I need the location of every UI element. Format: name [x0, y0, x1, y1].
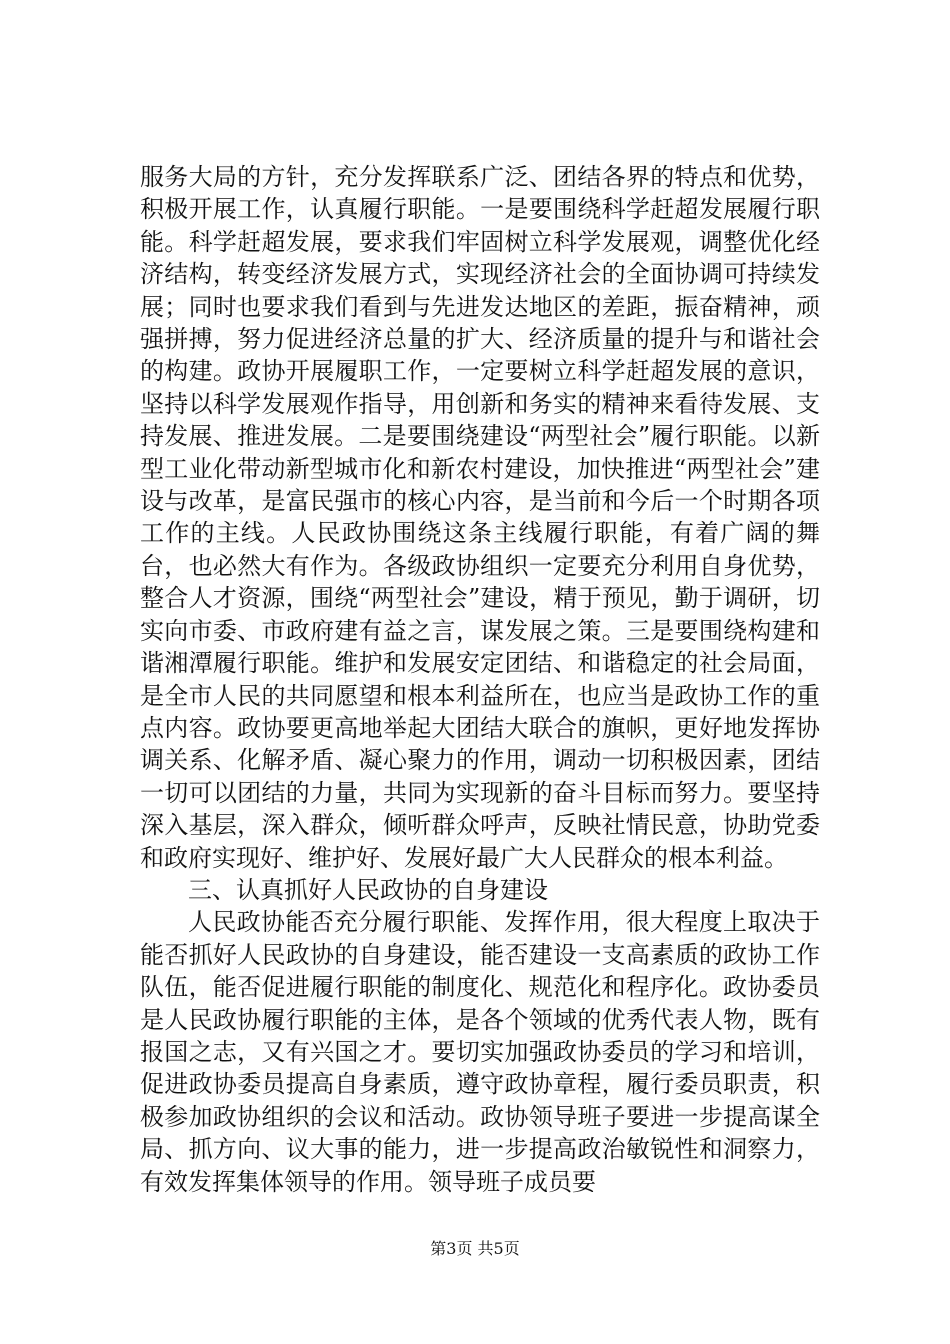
document-body	[140, 161, 820, 1198]
page-footer: 第3页 共5页	[430, 1239, 520, 1258]
paragraph-self-building: 人民政协能否充分履行职能、发挥作用，很大程度上取决于能否抓好人民政协的自身建设，能否建设一支高素质的政协工作队伍，能否促进履行职能的制度化、规范化和程序化。政协委员是人民政协履行职能的主体，是各个领域的优秀代表人物，既有报国之志，又有兴国之才。要切实加强政协委员的学习和培训，促进政协委员提高自身素质，遵守政协章程，履行委员职责，积极参加政协组织的会议和活动。政协领导班子要进一步提高谋全局、抓方向、议大事的能力，进一步提高政治敏锐性和洞察力，有效发挥集体领导的作用。领导班子成员要	[140, 908, 820, 1196]
paragraph-continuation: 服务大局的方针，充分发挥联系广泛、团结各界的特点和优势，积极开展工作，认真履行职能。一是要围绕科学赶超发展履行职能。科学赶超发展，要求我们牢固树立科学发展观，调整优化经济结构，转变经济发展方式，实现经济社会的全面协调可持续发展；同时也要求我们看到与先进发达地区的差距，振奋精神，顽强拼搏，努力促进经济总量的扩大、经济质量的提升与和谐社会的构建。政协开展履职工作，一定要树立科学赶超发展的意识，坚持以科学发展观作指导，用创新和务实的精神来看待发展、支持发展、推进发展。二是要围绕建设“两型社会”履行职能。以新型工业化带动新型城市化和新农村建设，加快推进“两型社会”建设与改革，是富民强市的核心内容，是当前和今后一个时期各项工作的主线。人民政协围绕这条主线履行职能，有着广阔的舞台，也必然大有作为。各级政协组织一定要充分利用自身优势，整合人才资源，围绕“两型社会”建设，精于预见，勤于调研，切实向市委、市政府建有益之言，谋发展之策。三是要围绕构建和谐湘潭履行职能。维护和发展安定团结、和谐稳定的社会局面，是全市人民的共同愿望和根本利益所在，也应当是政协工作的重点内容。政协要更高地举起大团结大联合的旗帜，更好地发挥协调关系、化解矛盾、凝心聚力的作用，调动一切积极因素，团结一切可以团结的力量，共同为实现新的奋斗目标而努力。要坚持深入基层，深入群众，倾听群众呼声，反映社情民意，协助党委和政府实现好、维护好、发展好最广大人民群众的根本利益。	[140, 163, 820, 872]
section-heading: 三、认真抓好人民政协的自身建设	[188, 875, 548, 904]
